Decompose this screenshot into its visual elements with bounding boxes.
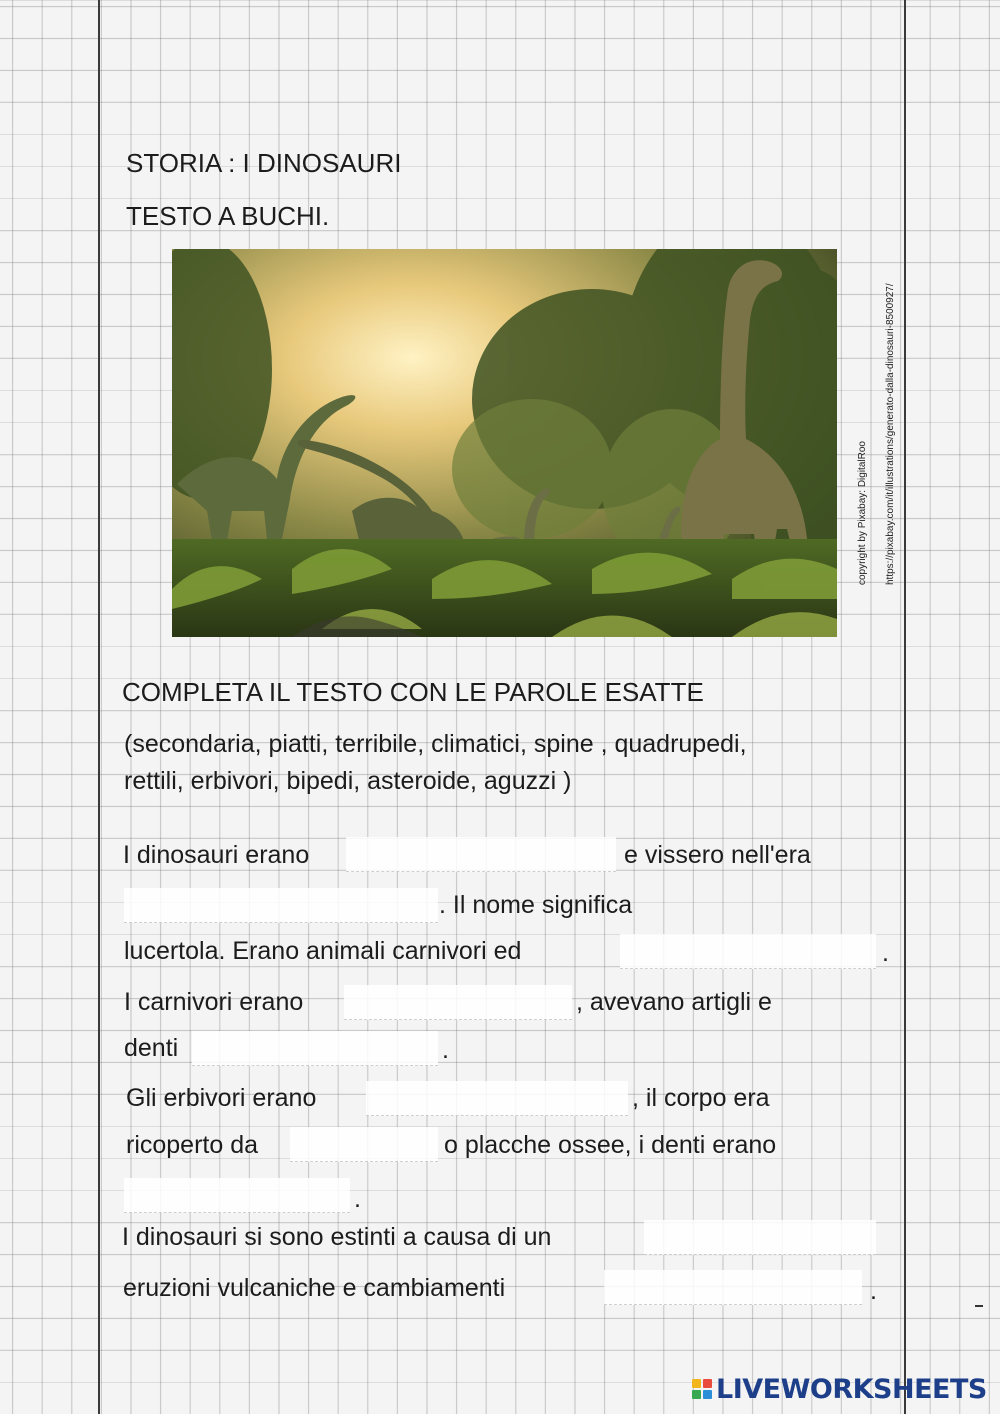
logo-squares-icon bbox=[692, 1379, 712, 1399]
edge-mark bbox=[975, 1305, 983, 1307]
liveworksheets-logo bbox=[692, 1372, 987, 1406]
right-margin-line bbox=[904, 0, 906, 1414]
text-line-4b: , avevano artigli e bbox=[576, 988, 772, 1016]
text-line-3: lucertola. Erano animali carnivori ed bbox=[124, 937, 522, 965]
text-line-4a: I carnivori erano bbox=[124, 988, 304, 1016]
blank-8-piatti[interactable] bbox=[124, 1178, 350, 1213]
blank-2-secondaria[interactable] bbox=[124, 888, 438, 923]
text-line-7a: ricoperto da bbox=[126, 1131, 259, 1159]
text-line-6a: Gli erbivori erano bbox=[126, 1084, 317, 1112]
text-line-6b: , il corpo era bbox=[632, 1084, 770, 1112]
blank-5-aguzzi[interactable] bbox=[192, 1031, 438, 1066]
text-line-9: I dinosauri si sono estinti a causa di un bbox=[122, 1223, 552, 1251]
blank-1-rettili[interactable] bbox=[346, 837, 616, 872]
dinosaur-illustration bbox=[172, 249, 837, 637]
blank-7-spine[interactable] bbox=[290, 1127, 438, 1162]
text-line-1a: I dinosauri erano bbox=[123, 841, 310, 869]
instructions-title: COMPLETA IL TESTO CON LE PAROLE ESATTE bbox=[122, 677, 704, 707]
blank-3-erbivori[interactable] bbox=[620, 934, 876, 969]
blank-9-asteroide[interactable] bbox=[644, 1220, 876, 1255]
text-line-1b: e vissero nell'era bbox=[624, 841, 811, 869]
word-bank-line-1: (secondaria, piatti, terribile, climatici, spine , quadrupedi, bbox=[124, 730, 747, 758]
text-line-8-period: . bbox=[354, 1185, 361, 1213]
text-line-3-period: . bbox=[882, 939, 889, 967]
blank-4-bipedi[interactable] bbox=[344, 985, 572, 1020]
logo-text: LIVEWORKSHEETS bbox=[716, 1373, 987, 1405]
page-subtitle: TESTO A BUCHI. bbox=[126, 201, 330, 231]
blank-6-quadrupedi[interactable] bbox=[366, 1081, 628, 1116]
text-line-5: denti bbox=[124, 1034, 179, 1062]
text-line-10-period: . bbox=[870, 1277, 877, 1305]
image-source-url: https://pixabay.com/it/illustrations/generato-dalla-dinosauri-8500927/ bbox=[885, 283, 896, 585]
blank-10-climatici[interactable] bbox=[604, 1270, 862, 1305]
page-title: STORIA : I DINOSAURI bbox=[126, 148, 402, 178]
text-line-2: . Il nome significa bbox=[439, 891, 633, 919]
left-margin-line bbox=[98, 0, 100, 1414]
image-credit: copyright by Pixabay: DigitalRoo bbox=[857, 441, 868, 585]
text-line-7b: o placche ossee, i denti erano bbox=[444, 1131, 777, 1159]
text-line-10: eruzioni vulcaniche e cambiamenti bbox=[123, 1274, 506, 1302]
text-line-5-period: . bbox=[442, 1036, 449, 1064]
word-bank-line-2: rettili, erbivori, bipedi, asteroide, aguzzi ) bbox=[124, 767, 572, 795]
